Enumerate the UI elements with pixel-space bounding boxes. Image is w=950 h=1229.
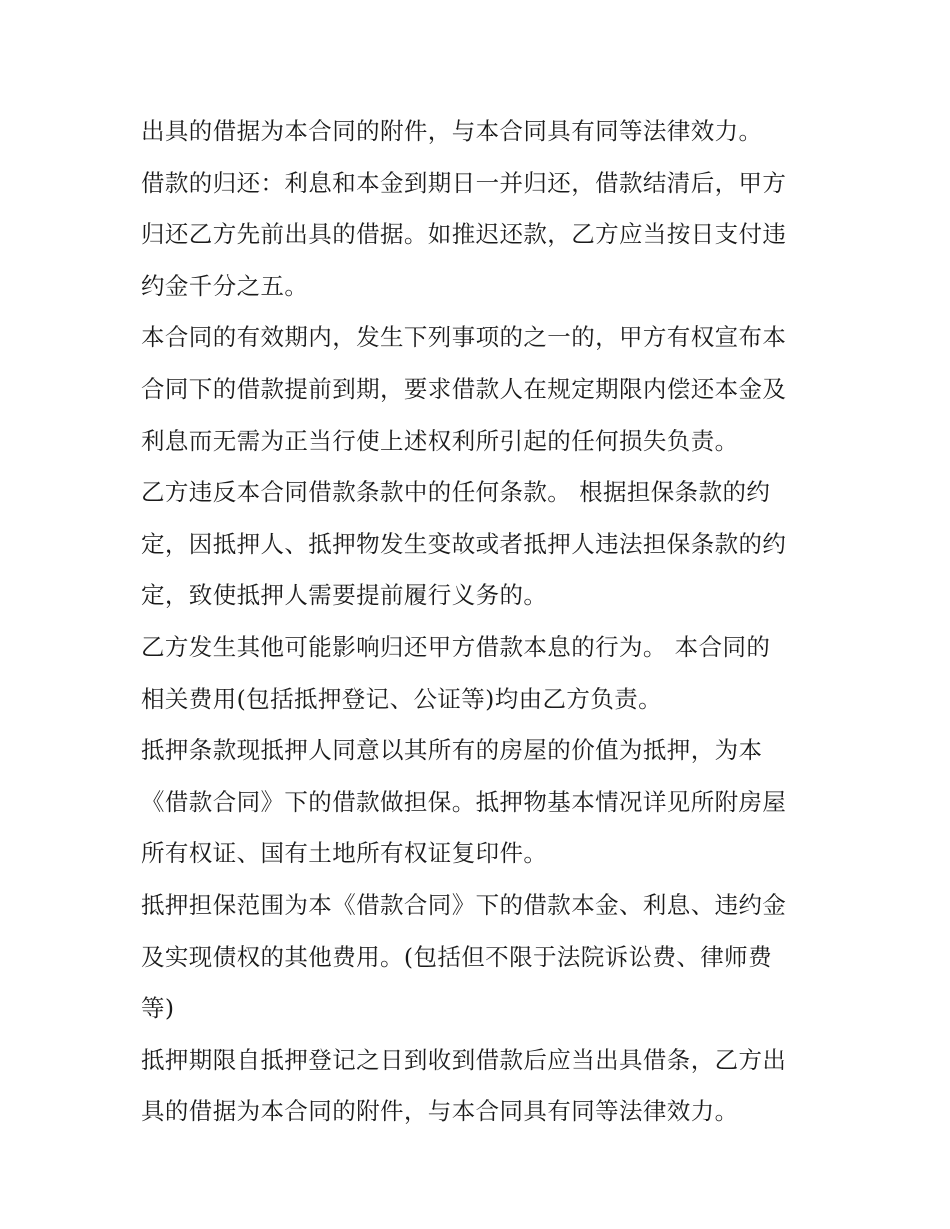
- text-line: 定，因抵押人、抵押物发生变故或者抵押人违法担保条款的约: [141, 529, 787, 558]
- text-line: 定，致使抵押人需要提前履行义务的。: [141, 581, 548, 610]
- text-line: 及实现债权的其他费用。(包括但不限于法院诉讼费、律师费: [141, 942, 772, 971]
- text-line: 利息而无需为正当行使上述权利所引起的任何损失负责。: [141, 426, 739, 455]
- text-line: 抵押担保范围为本《借款合同》下的借款本金、利息、违约金: [141, 890, 787, 919]
- document-body: [141, 106, 821, 1138]
- text-line: 约金千分之五。: [141, 271, 309, 300]
- text-line: 抵押条款现抵押人同意以其所有的房屋的价值为抵押，为本: [141, 736, 763, 765]
- text-line: 具的借据为本合同的附件，与本合同具有同等法律效力。: [141, 1097, 739, 1126]
- text-line: 《借款合同》下的借款做担保。抵押物基本情况详见所附房屋: [141, 787, 787, 816]
- text-line: 抵押期限自抵押登记之日到收到借款后应当出具借条，乙方出: [141, 1045, 787, 1074]
- text-line: 等): [141, 994, 175, 1023]
- text-line: 本合同的有效期内，发生下列事项的之一的，甲方有权宣布本: [141, 323, 787, 352]
- text-line: 所有权证、国有土地所有权证复印件。: [141, 839, 548, 868]
- text-line: 乙方违反本合同借款条款中的任何条款。 根据担保条款的约: [141, 478, 771, 507]
- text-line: 出具的借据为本合同的附件，与本合同具有同等法律效力。: [141, 117, 763, 145]
- text-line: 合同下的借款提前到期，要求借款人在规定期限内偿还本金及: [141, 374, 787, 403]
- text-line: 相关费用(包括抵押登记、公证等)均由乙方负责。: [141, 684, 663, 713]
- text-line: 借款的归还：利息和本金到期日一并归还，借款结清后，甲方: [141, 168, 787, 197]
- text-line: 归还乙方先前出具的借据。如推迟还款，乙方应当按日支付违: [141, 220, 787, 249]
- text-line: 乙方发生其他可能影响归还甲方借款本息的行为。 本合同的: [141, 632, 771, 661]
